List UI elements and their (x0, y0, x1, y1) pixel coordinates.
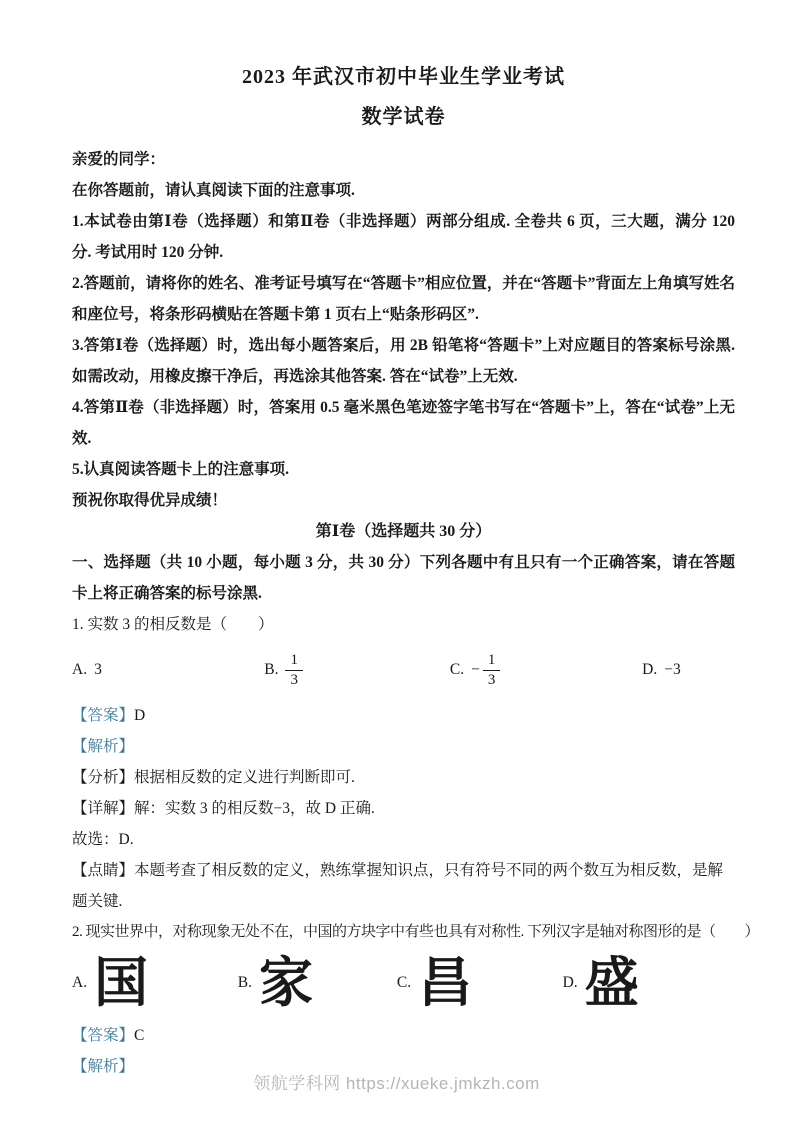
question1-dianjing-line (72, 855, 735, 917)
question1-stem: 1. 实数 3 的相反数是（ ） (72, 616, 274, 633)
fenxi-text: 根据相反数的定义进行判断即可. (134, 769, 355, 786)
site-watermark: 领航学科网 https://xueke.jmkzh.com (253, 1074, 540, 1093)
fenxi-label: 【分析】 (72, 769, 135, 786)
question1-guxuan-line: 故选：D. (72, 831, 134, 848)
notice-item-3: 3.答第Ⅰ卷（选择题）时，选出每小题答案后，用 2B 铅笔将“答题卡”上对应题目的答案标号涂黑. 如需改动，用橡皮擦干净后，再选涂其他答案. 答在“试卷”上无效. (72, 337, 735, 385)
fraction-numerator: 1 (285, 651, 303, 671)
question2-option-a (72, 953, 238, 1013)
notice-intro: 在你答题前，请认真阅读下面的注意事项. (72, 182, 355, 199)
option-character: 昌 (418, 953, 473, 1013)
notice-item-1: 1.本试卷由第Ⅰ卷（选择题）和第Ⅱ卷（非选择题）两部分组成. 全卷共 6 页，三大题，满分 120 分. 考试用时 120 分钟. (72, 213, 735, 261)
answer-label: 【答案】 (72, 1027, 135, 1044)
fraction-numerator: 1 (483, 651, 501, 671)
option-value: −3 (664, 661, 681, 678)
answer-value: D (134, 707, 146, 724)
option-character: 国 (94, 953, 149, 1013)
question1-answer-line (72, 700, 735, 731)
question2-stem: 2. 现实世界中，对称现象无处不在，中国的方块字中有些也具有对称性. 下列汉字是轴对称图形的是（ ） (72, 924, 760, 940)
question1-option-b (264, 651, 450, 690)
answer-value: C (134, 1027, 145, 1044)
question2-options-row (72, 950, 735, 1016)
question1-xiangjie-line (72, 793, 735, 824)
option-label: C. (396, 974, 412, 991)
option-label: A. (72, 974, 88, 991)
notice-wish: 预祝你取得优异成绩！ (72, 492, 228, 509)
section1-heading: 第Ⅰ卷（选择题共 30 分） (315, 523, 492, 540)
dianjing-text: 本题考查了相反数的定义，熟练掌握知识点，只有符号不同的两个数互为相反数，是解题关键. (72, 862, 724, 910)
option-label: C. (449, 661, 465, 678)
question2-answer-line (72, 1020, 735, 1051)
answer-label: 【答案】 (72, 707, 135, 724)
analysis-label: 【解析】 (72, 738, 135, 755)
question1-analysis-label-line (72, 731, 735, 762)
xiangjie-label: 【详解】 (72, 800, 135, 817)
option-label: B. (264, 661, 279, 678)
question2-option-b (238, 953, 397, 1013)
question1-option-d (642, 661, 735, 679)
fraction-denominator: 3 (290, 671, 298, 688)
option-character: 家 (258, 953, 313, 1013)
minus-sign: − (471, 661, 480, 678)
option-label: D. (562, 974, 578, 991)
question1-fenxi-line (72, 762, 735, 793)
section1-instruction: 一、选择题（共 10 小题，每小题 3 分，共 30 分）下列各题中有且只有一个正确答案，请在答题卡上将正确答案的标号涂黑. (72, 554, 735, 602)
question1-option-a (72, 661, 264, 679)
option-value: 3 (94, 661, 102, 678)
page-subtitle: 数学试卷 (361, 106, 446, 128)
question2-option-c (397, 953, 563, 1013)
question1-options-row (72, 642, 735, 698)
question2-option-d (563, 953, 735, 1013)
notice-item-2: 2.答题前，请将你的姓名、准考证号填写在“答题卡”相应位置，并在“答题卡”背面左上角填写姓名和座位号，将条形码横贴在答题卡第 1 页右上“贴条形码区”. (72, 275, 735, 323)
notice-greeting: 亲爱的同学： (72, 151, 166, 168)
option-label: D. (642, 661, 658, 678)
dianjing-label: 【点睛】 (72, 862, 135, 879)
notice-item-5: 5.认真阅读答题卡上的注意事项. (72, 461, 290, 478)
notice-item-4: 4.答第Ⅱ卷（非选择题）时，答案用 0.5 毫米黑色笔迹签字笔书写在“答题卡”上，答在“试卷”上无效. (72, 399, 735, 447)
option-label: A. (72, 661, 88, 678)
question1-option-c (450, 651, 642, 690)
analysis-label: 【解析】 (72, 1058, 135, 1075)
page-title: 2023 年武汉市初中毕业生学业考试 (242, 66, 565, 88)
fraction (285, 651, 303, 690)
option-character: 盛 (584, 953, 639, 1013)
fraction-denominator: 3 (487, 671, 496, 688)
xiangjie-text: 解：实数 3 的相反数−3，故 D 正确. (134, 800, 375, 817)
option-label: B. (237, 974, 252, 991)
fraction (483, 651, 501, 690)
